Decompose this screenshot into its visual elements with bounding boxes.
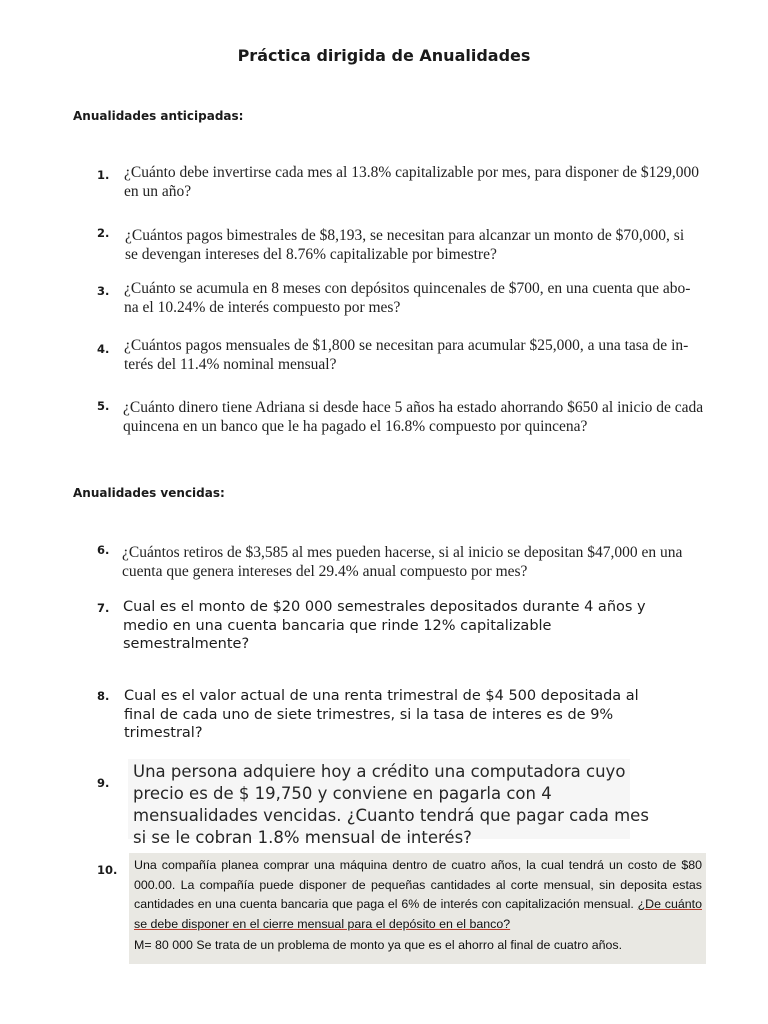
question-number: 7. xyxy=(97,601,110,615)
question-line: quincena en un banco que le ha pagado el 16.8% compuesto por quincena? xyxy=(123,418,588,435)
question-line: terés del 11.4% nominal mensual? xyxy=(124,356,337,373)
question-number: 3. xyxy=(97,284,110,298)
question-6 xyxy=(122,543,682,581)
question-7 xyxy=(123,598,646,654)
question-number: 8. xyxy=(97,689,110,703)
question-number: 6. xyxy=(97,543,110,557)
question-1 xyxy=(124,163,699,201)
question-line: precio es de $ 19,750 y conviene en pagarla con 4 xyxy=(133,784,552,803)
question-line: semestralmente? xyxy=(123,636,250,652)
question-line: Cual es el monto de $20 000 semestrales depositados durante 4 años y xyxy=(123,599,646,615)
question-number: 5. xyxy=(97,399,110,413)
section-heading-vencidas: Anualidades vencidas: xyxy=(73,486,225,500)
question-number: 10. xyxy=(97,863,118,877)
page-title: Práctica dirigida de Anualidades xyxy=(237,46,531,65)
question-line: si se le cobran 1.8% mensual de interés? xyxy=(133,828,472,847)
question-10-body: Una compañía planea comprar una máquina dentro de cuatro años, la cual tendrá un costo de $80 000.00. La compañía puede disponer de pequeñas cantidades al corte mensual, sin deposita estas cantidades en una cuenta bancaria que paga el 6% de interés con capitalización mensual. xyxy=(134,858,702,911)
question-line: na el 10.24% de interés compuesto por mes? xyxy=(124,299,401,316)
question-9 xyxy=(133,761,649,849)
question-line: ¿Cuántos pagos mensuales de $1,800 se necesitan para acumular $25,000, a una tasa de in- xyxy=(124,337,689,354)
question-line: cuenta que genera intereses del 29.4% anual compuesto por mes? xyxy=(122,563,528,580)
question-10 xyxy=(129,853,706,964)
question-10-text xyxy=(129,853,706,934)
question-line: final de cada uno de siete trimestres, si la tasa de interes es de 9% xyxy=(124,706,614,723)
question-line: medio en una cuenta bancaria que rinde 12% capitalizable xyxy=(123,617,552,634)
question-line: ¿Cuántos pagos bimestrales de $8,193, se necesitan para alcanzar un monto de $70,000, si xyxy=(125,227,685,244)
question-8 xyxy=(124,687,639,743)
question-number: 1. xyxy=(97,168,110,182)
question-line: mensualidades vencidas. ¿Cuanto tendrá que pagar cada mes xyxy=(133,806,649,825)
question-line: ¿Cuánto debe invertirse cada mes al 13.8% capitalizable por mes, para disponer de $129,000 xyxy=(124,164,700,181)
question-2 xyxy=(125,226,684,264)
question-line: en un año? xyxy=(124,183,192,200)
question-line: ¿Cuántos retiros de $3,585 al mes pueden hacerse, si al inicio se depositan $47,000 en una xyxy=(122,544,683,561)
section-heading-anticipadas: Anualidades anticipadas: xyxy=(73,109,244,123)
question-line: Una persona adquiere hoy a crédito una computadora cuyo xyxy=(133,762,626,781)
question-number: 4. xyxy=(97,342,110,356)
question-number: 9. xyxy=(97,776,110,790)
question-10-note: M= 80 000 Se trata de un problema de monto ya que es el ahorro al final de cuatro años. xyxy=(134,938,623,952)
question-5 xyxy=(123,398,703,436)
question-line: Cual es el valor actual de una renta trimestral de $4 500 depositada al xyxy=(124,688,639,704)
question-line: ¿Cuánto se acumula en 8 meses con depósitos quincenales de $700, en una cuenta que abo- xyxy=(124,280,691,297)
question-10-underlined: ¿De cuánto se debe disponer en el cierre mensual para el depósito en el banco? xyxy=(134,897,702,931)
question-number: 2. xyxy=(97,226,110,240)
question-line: trimestral? xyxy=(124,725,203,741)
question-3 xyxy=(124,279,690,317)
question-line: ¿Cuánto dinero tiene Adriana si desde hace 5 años ha estado ahorrando $650 al inicio de cada xyxy=(123,399,704,416)
question-4 xyxy=(124,336,688,374)
question-line: se devengan intereses del 8.76% capitalizable por bimestre? xyxy=(125,246,497,263)
